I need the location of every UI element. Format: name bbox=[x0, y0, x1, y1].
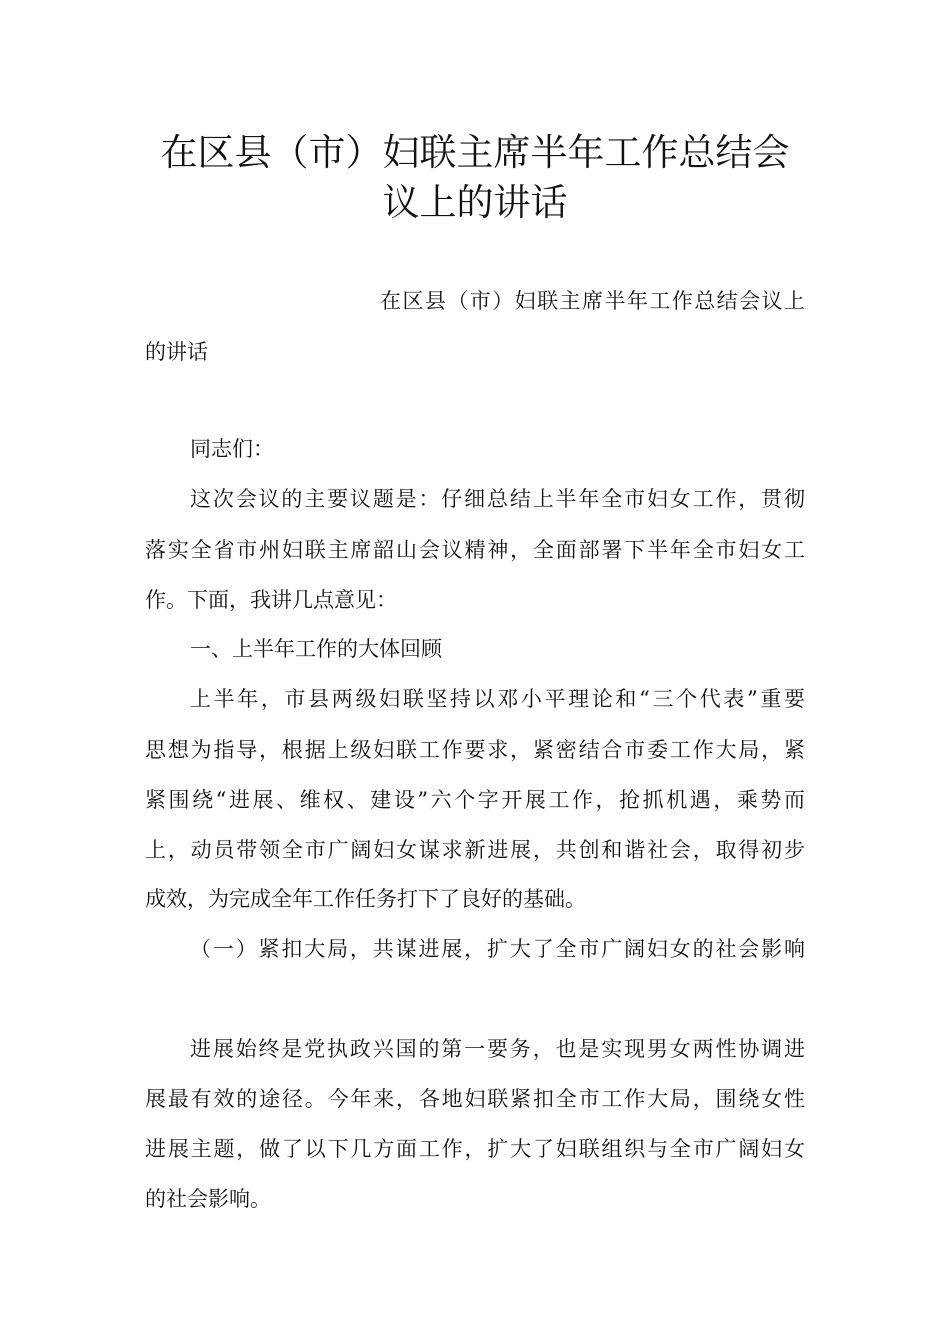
paragraph-1-line-2: 落实全省市州妇联主席韶山会议精神，全面部署下半年全市妇女工 bbox=[145, 538, 805, 562]
subtitle-line-1: 在区县（市）妇联主席半年工作总结会议上 bbox=[380, 289, 805, 313]
section-1-heading: 一、上半年工作的大体回顾 bbox=[190, 637, 442, 661]
paragraph-1-line-3: 作。下面，我讲几点意见： bbox=[145, 588, 397, 612]
paragraph-2-line-4: 上，动员带领全市广阔妇女谋求新进展，共创和谐社会，取得初步 bbox=[145, 838, 805, 862]
paragraph-3-line-1: 进展始终是党执政兴国的第一要务，也是实现男女两性协调进 bbox=[190, 1037, 805, 1061]
paragraph-3-line-4: 的社会影响。 bbox=[145, 1187, 271, 1211]
subsection-1-heading: （一）紧扣大局，共谋进展，扩大了全市广阔妇女的社会影响 bbox=[190, 937, 805, 961]
document-title-line-1: 在区县（市）妇联主席半年工作总结会 bbox=[160, 131, 790, 174]
paragraph-2-line-1: 上半年，市县两级妇联坚持以邓小平理论和“三个代表”重要 bbox=[190, 687, 805, 711]
subtitle-line-2: 的讲话 bbox=[145, 340, 208, 364]
paragraph-2-line-5: 成效，为完成全年工作任务打下了良好的基础。 bbox=[145, 887, 586, 911]
document-title-line-2: 议上的讲话 bbox=[382, 181, 568, 224]
salutation: 同志们： bbox=[190, 437, 274, 461]
paragraph-2-line-3: 紧围绕“进展、维权、建设”六个字开展工作，抢抓机遇，乘势而 bbox=[145, 788, 805, 812]
paragraph-1-line-1: 这次会议的主要议题是：仔细总结上半年全市妇女工作，贯彻 bbox=[190, 487, 805, 511]
paragraph-3-line-2: 展最有效的途径。今年来，各地妇联紧扣全市工作大局，围绕女性 bbox=[145, 1087, 805, 1111]
paragraph-3-line-3: 进展主题，做了以下几方面工作，扩大了妇联组织与全市广阔妇女 bbox=[145, 1137, 805, 1161]
paragraph-2-line-2: 思想为指导，根据上级妇联工作要求，紧密结合市委工作大局，紧 bbox=[145, 738, 805, 762]
